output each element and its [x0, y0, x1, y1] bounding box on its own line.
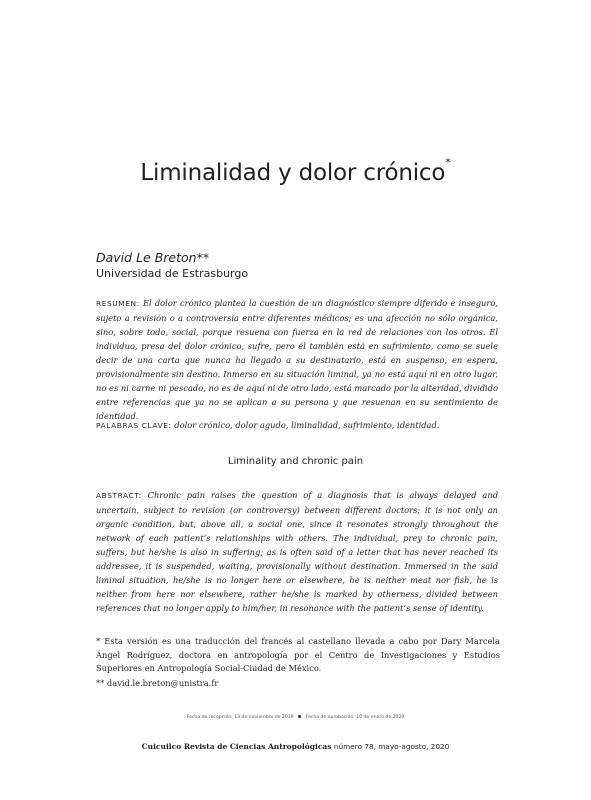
date-approved: Fecha de aprobación: 10 de enero de 2020 [305, 715, 405, 720]
resumen-section [96, 296, 498, 423]
abstract-section [96, 488, 498, 615]
article-title-text: Liminalidad y dolor crónico [140, 160, 446, 186]
keywords-section [96, 418, 498, 433]
resumen-label: RESUMEN: [96, 299, 140, 308]
abstract-label: ABSTRACT: [96, 491, 142, 500]
keywords-label: PALABRAS CLAVE: [96, 421, 172, 430]
author-name: David Le Breton** [96, 250, 210, 265]
bullet-separator [298, 715, 301, 718]
keywords-text: dolor crónico, dolor agudo, liminalidad, sufrimiento, identidad. [174, 420, 440, 430]
title-footnote-mark: * [445, 156, 451, 170]
journal-footer [0, 742, 591, 751]
journal-issue: número 78, mayo-agosto, 2020 [333, 742, 450, 751]
journal-name: Cuicuilco Revista de Ciencias Antropológicas [141, 742, 332, 751]
english-title: Liminality and chronic pain [227, 456, 364, 467]
date-received: Fecha de recepción: 13 de noviembre de 2019 [186, 715, 294, 720]
resumen-text: El dolor crónico plantea la cuestión de un diagnóstico siempre diferido e inseguro, sujeto a revisión o a controversia entre diferentes médicos; es una afección no sólo orgánica, sino, sobre todo, social, porque resuena con fuerza en la red de relaciones con los otros. El individuo, presa del dolor crónico, sufre, pero él también está en sufrimiento, como se suele decir de una carta que nunca ha llegado a su destinatario, está en suspenso, en espera, provisionalmente sin destino. Inmerso en su situación liminal, ya no está aquí ni en otro lugar, no es ni carne ni pescado, no es de aquí ni de otro lado, está marcado por la alteridad, dividido entre referencias que ya no se aplican a su persona y que resuenan en su sentimiento de identidad. [96, 298, 498, 421]
footnote-translation: * Esta versión es una traducción del francés al castellano llevada a cabo por Dary Marcela Ángel Rodríguez, doctora en antropología por el Centro de Investigaciones y Estudios Superiores en Antropología Social-Ciudad de México. [96, 636, 500, 673]
article-title [0, 156, 591, 186]
author-affiliation: Universidad de Estrasburgo [96, 267, 249, 280]
abstract-text: Chronic pain raises the question of a diagnosis that is always delayed and uncertain, subject to revision (or controversy) between different doctors; it is not only an organic condition, but, above all, a social one, since it resonates strongly throughout the network of each patient’s relationships with others. The individual, prey to chronic pain, suffers, but he/she is also in suffering; as is often said of a letter that has never reached its addressee, it is suspended, waiting, provisionally without destination. Immersed in the said liminal situation, he/she is no longer here or elsewhere, he is neither meat nor fish, he is neither from here nor elsewhere, rather he/she is marked by otherness, divided between references that no longer apply to him/her, in resonance with the patient’s sense of identity. [96, 490, 499, 613]
footnote-email[interactable]: ** david.le.breton@unistra.fr [96, 678, 219, 688]
publication-dates [0, 715, 591, 720]
